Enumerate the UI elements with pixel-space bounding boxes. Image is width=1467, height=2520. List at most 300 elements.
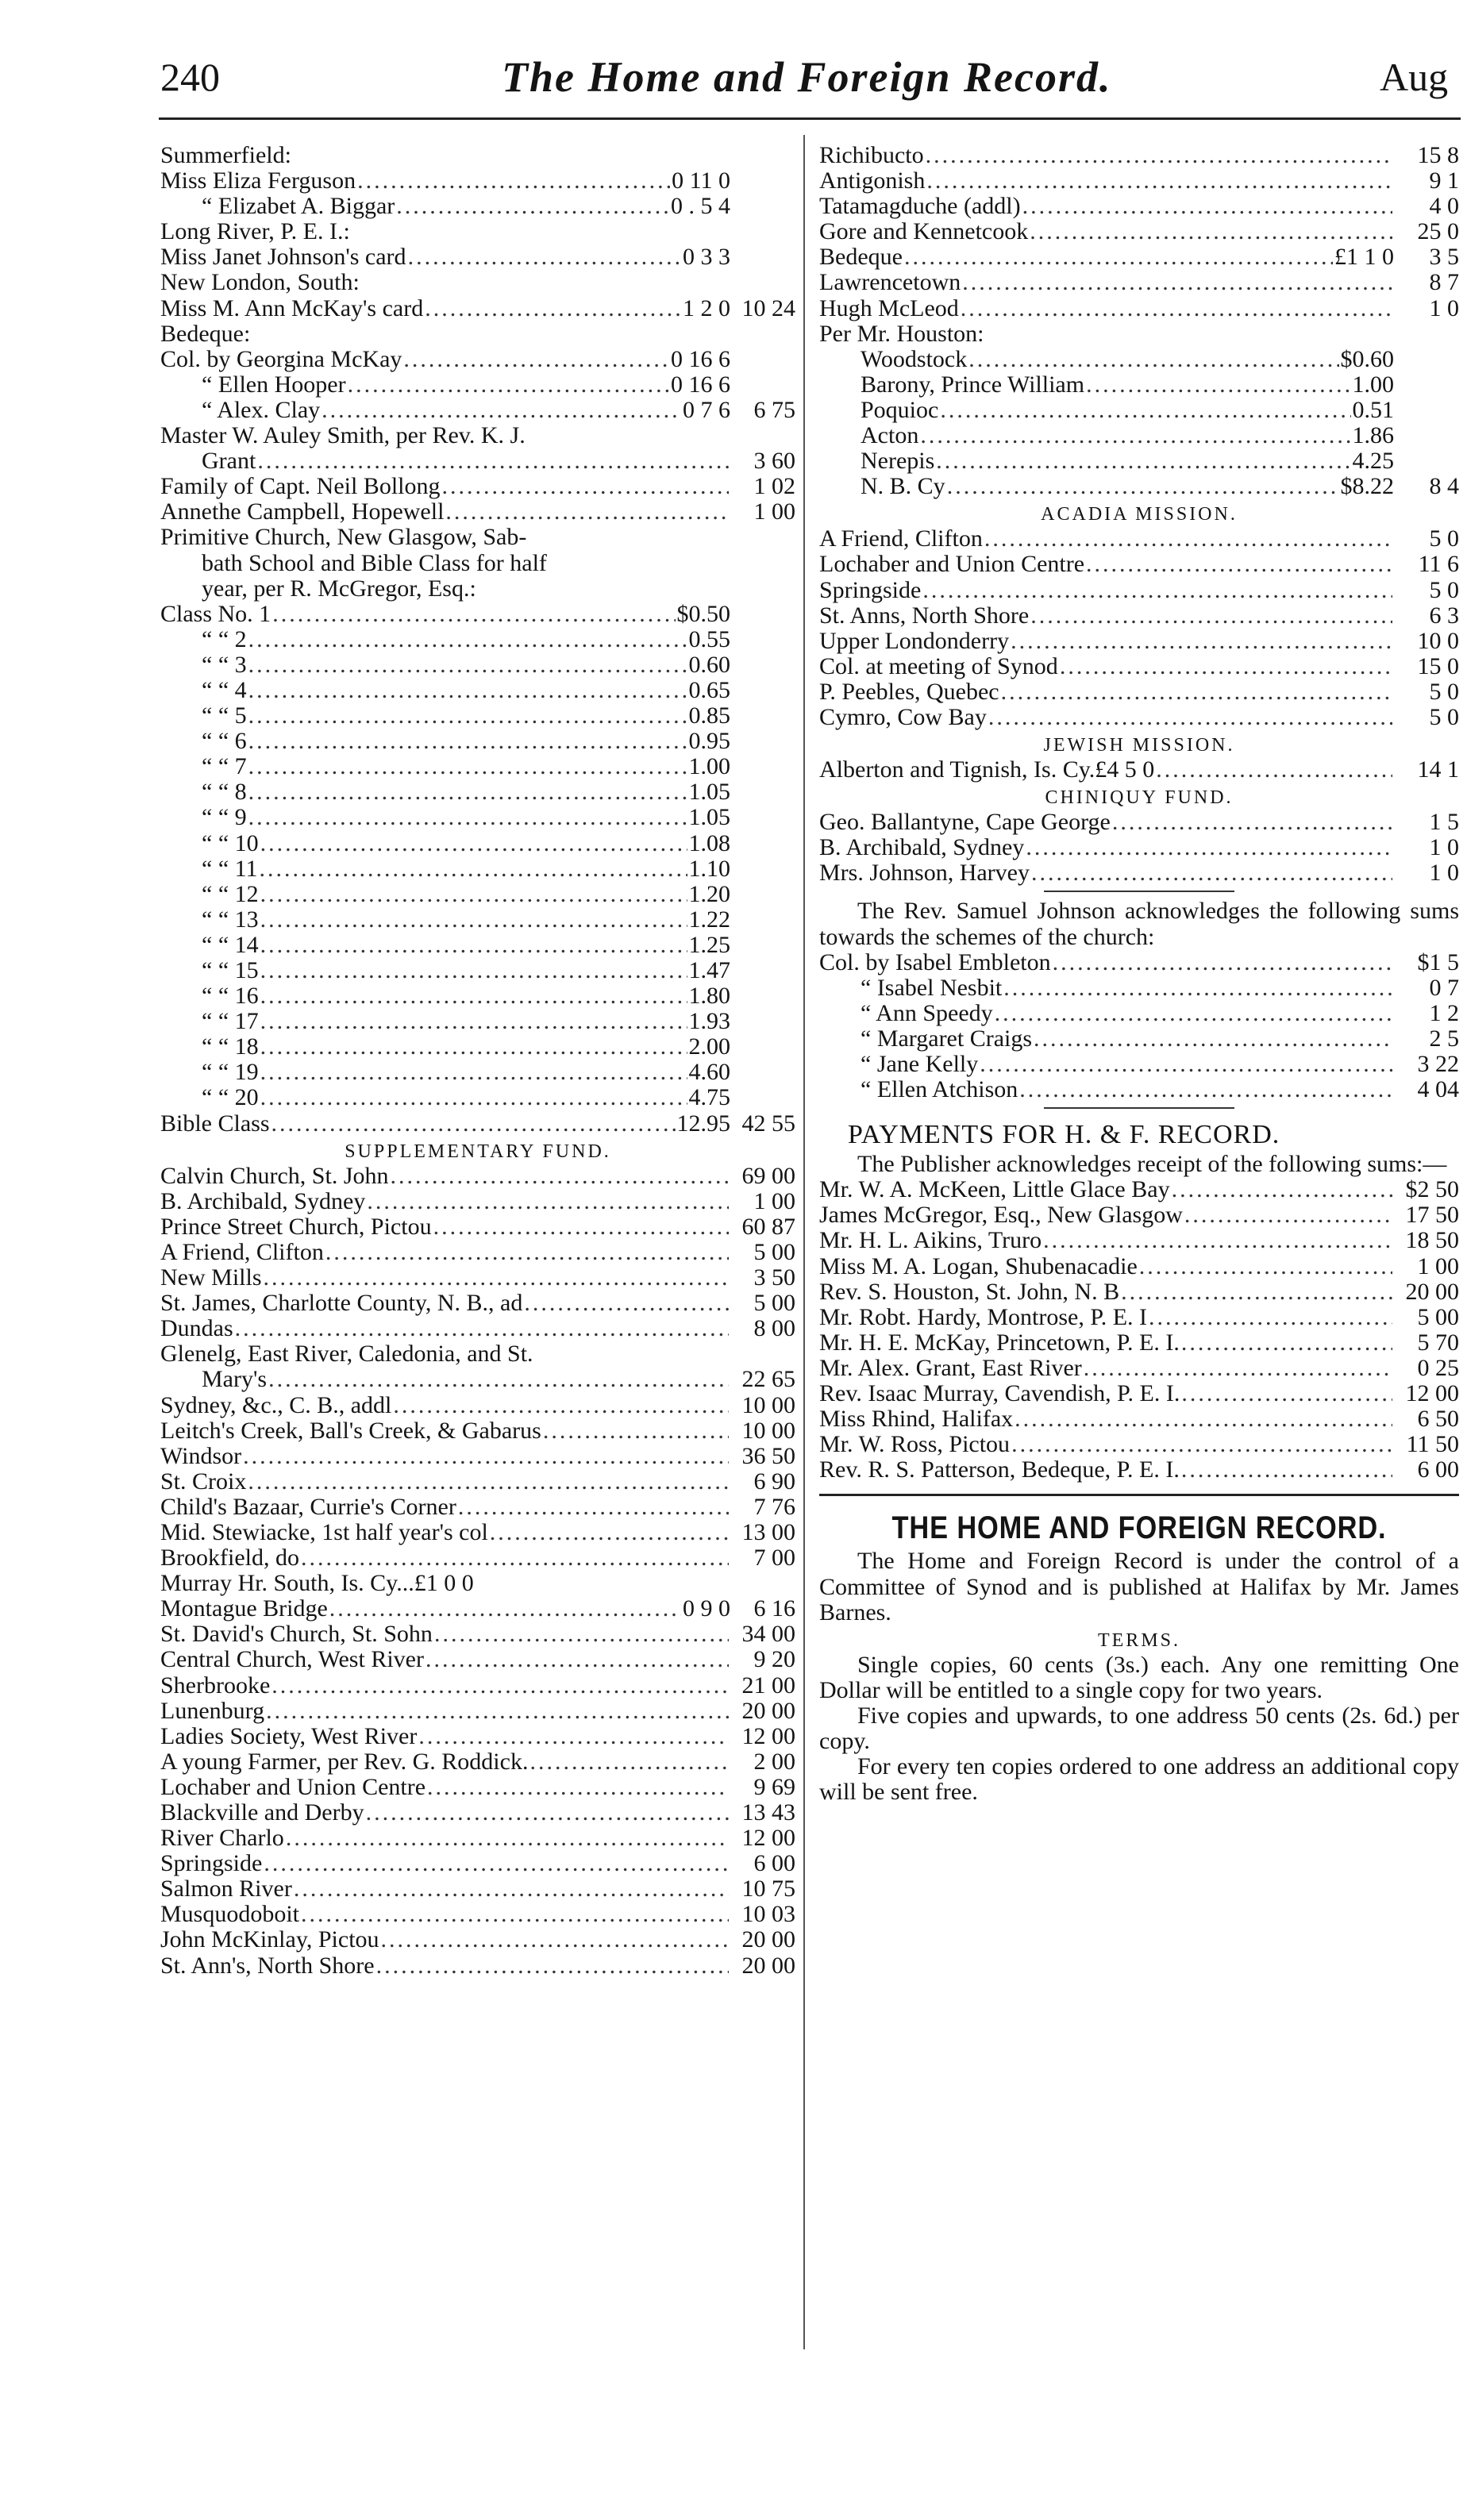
list-item bbox=[819, 1330, 1459, 1356]
item-text: Mr. Robt. Hardy, Montrose, P. E. I bbox=[819, 1303, 1148, 1330]
item-text: Glenelg, East River, Caledonia, and St. bbox=[160, 1341, 533, 1368]
item-total: 0 25 bbox=[1417, 1354, 1459, 1381]
list-item bbox=[819, 679, 1459, 705]
list-item bbox=[160, 1545, 795, 1571]
list-item bbox=[819, 975, 1459, 1001]
payments-list bbox=[819, 1177, 1459, 1483]
item-total: 10 0 bbox=[1417, 627, 1459, 654]
leader-dots bbox=[381, 1927, 729, 1953]
terms-paragraph: For every ten copies ordered to one address an additional copy will be sent free. bbox=[819, 1753, 1459, 1806]
item-total: 22 65 bbox=[741, 1366, 795, 1393]
list-item bbox=[160, 703, 795, 729]
leader-dots bbox=[366, 1800, 729, 1826]
item-text: New London, South: bbox=[160, 269, 360, 296]
leader-dots bbox=[1060, 654, 1392, 679]
item-total: 11 6 bbox=[1418, 551, 1459, 578]
item-text: “ “ 5 bbox=[202, 702, 247, 729]
leader-dots bbox=[393, 1393, 729, 1418]
leader-dots bbox=[904, 244, 1333, 270]
leader-dots bbox=[968, 347, 1338, 372]
leader-dots bbox=[260, 933, 687, 958]
item-text: “ “ 17 bbox=[202, 1008, 259, 1035]
leader-dots bbox=[1121, 1279, 1392, 1305]
item-amount: 1.10 bbox=[688, 855, 730, 882]
item-total: 10 03 bbox=[741, 1901, 795, 1928]
item-text: Dundas bbox=[160, 1315, 233, 1342]
list-item bbox=[819, 168, 1459, 194]
list-item bbox=[819, 603, 1459, 629]
list-item bbox=[819, 1381, 1459, 1406]
list-item bbox=[819, 194, 1459, 219]
leader-dots bbox=[301, 1902, 729, 1927]
leader-dots bbox=[543, 1418, 729, 1444]
item-text: Lochaber and Union Centre bbox=[160, 1773, 426, 1800]
item-total: 3 50 bbox=[753, 1264, 795, 1291]
list-item bbox=[160, 296, 795, 321]
leader-dots bbox=[376, 1953, 729, 1979]
leader-dots bbox=[1149, 1305, 1392, 1330]
item-total: 11 50 bbox=[1406, 1431, 1459, 1458]
item-total: 25 0 bbox=[1417, 218, 1459, 245]
item-amount: 4.75 bbox=[688, 1084, 730, 1111]
list-item bbox=[160, 1164, 795, 1189]
leader-dots bbox=[272, 602, 675, 627]
chiniquy-fund-heading: CHINIQUY FUND. bbox=[1045, 787, 1234, 809]
leader-dots bbox=[984, 526, 1392, 552]
item-amount: 1.05 bbox=[688, 779, 730, 806]
leader-dots bbox=[271, 1673, 729, 1699]
leader-dots bbox=[940, 398, 1350, 423]
item-total: 6 00 bbox=[753, 1850, 795, 1877]
item-text: Mr. W. Ross, Pictou bbox=[819, 1431, 1011, 1458]
item-text: Mid. Stewiacke, 1st half year's col bbox=[160, 1518, 488, 1545]
leader-dots bbox=[1156, 757, 1392, 783]
list-item bbox=[160, 983, 795, 1009]
leader-dots bbox=[260, 1085, 687, 1110]
item-amount: 1.93 bbox=[688, 1008, 730, 1035]
item-amount: £1 1 0 bbox=[1334, 244, 1394, 271]
list-item bbox=[819, 448, 1459, 474]
item-total: 21 00 bbox=[741, 1672, 795, 1699]
item-text: Miss Rhind, Halifax bbox=[819, 1406, 1014, 1433]
item-text: “ “ 6 bbox=[202, 728, 247, 755]
list-item bbox=[160, 1596, 795, 1622]
item-text: Per Mr. Houston: bbox=[819, 320, 984, 347]
item-text: “ “ 14 bbox=[202, 931, 259, 958]
list-item bbox=[160, 1673, 795, 1699]
column-divider bbox=[803, 135, 805, 2349]
item-amount: 1.47 bbox=[688, 957, 730, 983]
item-text: St. Croix bbox=[160, 1468, 247, 1495]
item-amount: 0 . 5 4 bbox=[671, 193, 730, 220]
item-text: Mr. W. A. McKeen, Little Glace Bay bbox=[819, 1176, 1170, 1203]
leader-dots bbox=[962, 270, 1392, 295]
list-item bbox=[160, 1240, 795, 1265]
item-total: 4 0 bbox=[1429, 193, 1459, 220]
leader-dots bbox=[357, 168, 670, 194]
item-total: 8 7 bbox=[1429, 269, 1459, 296]
item-text: Salmon River bbox=[160, 1876, 292, 1903]
item-total: 3 22 bbox=[1417, 1051, 1459, 1077]
item-text: St. David's Church, St. Sohn bbox=[160, 1621, 433, 1648]
leader-dots bbox=[427, 1775, 729, 1800]
item-text: Rev. Isaac Murray, Cavendish, P. E. I. bbox=[819, 1380, 1180, 1407]
item-text: Central Church, West River bbox=[160, 1646, 424, 1673]
leader-dots bbox=[926, 143, 1392, 168]
item-text: Hugh McLeod bbox=[819, 294, 959, 321]
list-item bbox=[160, 423, 795, 448]
leader-dots bbox=[1053, 950, 1392, 975]
leader-dots bbox=[1003, 975, 1392, 1001]
item-text: “ “ 9 bbox=[202, 804, 247, 831]
item-total: 1 0 bbox=[1429, 834, 1459, 861]
leader-dots bbox=[1086, 372, 1350, 398]
item-text: Annethe Campbell, Hopewell bbox=[160, 498, 445, 525]
journal-title: The Home and Foreign Record. bbox=[502, 53, 1112, 101]
list-item bbox=[819, 1406, 1459, 1432]
item-amount: 1 2 0 bbox=[683, 294, 730, 321]
item-text: Bedeque bbox=[819, 244, 903, 271]
item-text: Col. by Georgina McKay bbox=[160, 345, 402, 372]
item-total: 10 24 bbox=[741, 294, 795, 321]
leader-dots bbox=[260, 1009, 687, 1034]
list-item bbox=[160, 1418, 795, 1444]
item-text: Lawrencetown bbox=[819, 269, 961, 296]
item-amount: 0.60 bbox=[688, 651, 730, 678]
jewish-mission-heading: JEWISH MISSION. bbox=[1043, 735, 1235, 756]
item-text: St. James, Charlotte County, N. B., ad bbox=[160, 1290, 523, 1317]
item-total: 1 2 bbox=[1429, 999, 1459, 1026]
leader-dots bbox=[248, 729, 687, 754]
leader-dots bbox=[926, 168, 1392, 194]
list-item bbox=[819, 1457, 1459, 1483]
item-text: Antigonish bbox=[819, 167, 926, 194]
list-item bbox=[819, 860, 1459, 886]
item-total: 2 00 bbox=[753, 1748, 795, 1775]
leader-dots bbox=[1015, 1406, 1392, 1432]
item-text: “ “ 11 bbox=[202, 855, 258, 882]
item-amount: 4.60 bbox=[688, 1059, 730, 1086]
item-text: “ Ellen Atchison bbox=[861, 1076, 1018, 1103]
list-item bbox=[819, 810, 1459, 835]
leader-dots bbox=[408, 244, 681, 270]
list-item bbox=[160, 219, 795, 244]
item-text: Col. by Isabel Embleton bbox=[819, 948, 1051, 975]
item-amount: 1.00 bbox=[688, 753, 730, 780]
item-text: Alberton and Tignish, Is. Cy.£4 5 0 bbox=[819, 756, 1155, 783]
leader-dots bbox=[434, 1622, 729, 1647]
item-text: Rev. R. S. Patterson, Bedeque, P. E. I. bbox=[819, 1456, 1180, 1483]
item-amount: 1.80 bbox=[688, 983, 730, 1010]
item-amount: $0.60 bbox=[1340, 345, 1394, 372]
item-total: 69 00 bbox=[741, 1162, 795, 1189]
list-item bbox=[160, 907, 795, 933]
item-amount: 0 11 0 bbox=[672, 167, 730, 194]
list-item bbox=[819, 552, 1459, 577]
item-total: 5 70 bbox=[1417, 1329, 1459, 1356]
leader-dots bbox=[260, 983, 687, 1009]
item-total: 3 5 bbox=[1429, 244, 1459, 271]
list-item bbox=[819, 398, 1459, 423]
terms-heading: TERMS. bbox=[1097, 1629, 1180, 1651]
item-text: “ “ 3 bbox=[202, 651, 247, 678]
item-text: Geo. Ballantyne, Cape George bbox=[819, 809, 1111, 836]
list-item bbox=[160, 652, 795, 678]
item-text: Master W. Auley Smith, per Rev. K. J. bbox=[160, 422, 526, 449]
item-amount: 0.85 bbox=[688, 702, 730, 729]
item-text: “ “ 8 bbox=[202, 779, 247, 806]
item-total: 42 55 bbox=[741, 1110, 795, 1137]
item-total: 15 0 bbox=[1417, 652, 1459, 679]
item-text: “ Margaret Craigs bbox=[861, 1025, 1033, 1052]
item-total: 5 00 bbox=[753, 1290, 795, 1317]
list-item bbox=[160, 1953, 795, 1979]
item-total: 12 00 bbox=[741, 1825, 795, 1852]
item-text: Blackville and Derby bbox=[160, 1799, 364, 1826]
item-text: Calvin Church, St. John bbox=[160, 1162, 389, 1189]
leader-dots bbox=[1011, 629, 1392, 654]
list-item bbox=[160, 1367, 795, 1392]
item-text: Long River, P. E. I.: bbox=[160, 218, 350, 245]
item-total: 12 00 bbox=[741, 1722, 795, 1749]
leader-dots bbox=[442, 474, 730, 499]
item-text: Upper Londonderry bbox=[819, 627, 1010, 654]
leader-dots bbox=[1034, 1026, 1392, 1052]
item-total: 13 00 bbox=[741, 1518, 795, 1545]
list-item bbox=[160, 1571, 795, 1596]
list-item bbox=[160, 270, 795, 295]
item-total: 5 0 bbox=[1429, 703, 1459, 730]
item-text: Nerepis bbox=[861, 448, 935, 475]
item-total: 20 00 bbox=[741, 1926, 795, 1953]
item-text: Mrs. Johnson, Harvey bbox=[819, 860, 1030, 887]
item-text: “ Alex. Clay bbox=[202, 396, 321, 423]
list-item bbox=[819, 270, 1459, 295]
item-total: 15 8 bbox=[1417, 142, 1459, 168]
list-item bbox=[819, 372, 1459, 398]
item-text: bath School and Bible Class for half bbox=[202, 549, 547, 576]
section-rule bbox=[1044, 1107, 1234, 1109]
item-text: James McGregor, Esq., New Glasgow bbox=[819, 1202, 1183, 1229]
list-item bbox=[160, 1902, 795, 1927]
leader-dots bbox=[961, 296, 1392, 321]
section-rule bbox=[1044, 891, 1234, 892]
item-text: Richibucto bbox=[819, 142, 924, 168]
item-text: “ “ 10 bbox=[202, 829, 259, 856]
item-text: Musquodoboit bbox=[160, 1901, 300, 1928]
item-amount: 0.65 bbox=[688, 676, 730, 703]
item-text: B. Archibald, Sydney bbox=[160, 1187, 366, 1214]
item-total: 20 00 bbox=[741, 1697, 795, 1724]
item-text: Mr. Alex. Grant, East River bbox=[819, 1354, 1082, 1381]
item-total: 6 00 bbox=[1417, 1456, 1459, 1483]
item-total: 1 0 bbox=[1429, 860, 1459, 887]
list-item bbox=[160, 1749, 795, 1775]
item-total: 6 90 bbox=[753, 1468, 795, 1495]
list-item bbox=[160, 576, 795, 602]
jewish-mission-list bbox=[819, 757, 1459, 783]
item-total: 60 87 bbox=[741, 1213, 795, 1240]
list-item bbox=[160, 1214, 795, 1240]
item-total: 1 00 bbox=[753, 1187, 795, 1214]
item-text: Class No. 1 bbox=[160, 600, 271, 627]
supplementary-fund-heading: SUPPLEMENTARY FUND. bbox=[345, 1141, 611, 1162]
item-amount: 12.95 bbox=[676, 1110, 730, 1137]
leader-dots bbox=[248, 805, 687, 830]
leader-dots bbox=[1086, 552, 1392, 577]
item-text: Prince Street Church, Pictou bbox=[160, 1213, 432, 1240]
list-item bbox=[160, 372, 795, 398]
item-total: 9 1 bbox=[1429, 167, 1459, 194]
item-total: 20 00 bbox=[1405, 1278, 1459, 1305]
list-item bbox=[160, 1444, 795, 1469]
leader-dots bbox=[1030, 219, 1392, 244]
list-item bbox=[160, 448, 795, 474]
list-item bbox=[819, 321, 1459, 347]
item-total: 4 04 bbox=[1417, 1076, 1459, 1103]
item-amount: 1.22 bbox=[688, 906, 730, 933]
list-item bbox=[160, 1647, 795, 1672]
leader-dots bbox=[260, 882, 687, 907]
item-total: 8 00 bbox=[753, 1315, 795, 1342]
leader-dots bbox=[260, 1034, 687, 1060]
list-item bbox=[160, 194, 795, 219]
leader-dots bbox=[1043, 1228, 1392, 1253]
item-text: Grant bbox=[202, 448, 256, 475]
item-total: 34 00 bbox=[741, 1621, 795, 1648]
list-item bbox=[160, 499, 795, 525]
item-text: N. B. Cy bbox=[861, 473, 945, 500]
item-total: 5 0 bbox=[1429, 678, 1459, 705]
item-total: 1 0 bbox=[1429, 294, 1459, 321]
item-text: Lunenburg bbox=[160, 1697, 265, 1724]
leader-dots bbox=[1181, 1330, 1392, 1356]
list-item bbox=[819, 347, 1459, 372]
leader-dots bbox=[264, 1851, 729, 1876]
item-text: “ Ellen Hooper bbox=[202, 371, 346, 398]
list-item bbox=[819, 1177, 1459, 1202]
item-amount: 1.86 bbox=[1352, 422, 1394, 449]
item-amount: 0 7 6 bbox=[683, 396, 730, 423]
list-item bbox=[160, 958, 795, 983]
leader-dots bbox=[260, 907, 687, 933]
record-heading: THE HOME AND FOREIGN RECORD. bbox=[891, 1510, 1387, 1546]
item-amount: 4.25 bbox=[1352, 448, 1394, 475]
list-item bbox=[160, 831, 795, 856]
item-total: $2 50 bbox=[1405, 1176, 1459, 1203]
item-total: 8 4 bbox=[1429, 473, 1459, 500]
list-item bbox=[160, 244, 795, 270]
leader-dots bbox=[1022, 194, 1392, 219]
item-total: 3 60 bbox=[753, 448, 795, 475]
leader-dots bbox=[248, 703, 687, 729]
list-item bbox=[819, 1001, 1459, 1026]
johnson-list bbox=[819, 950, 1459, 1103]
list-item bbox=[160, 1393, 795, 1418]
leader-dots bbox=[1026, 835, 1392, 860]
list-item bbox=[160, 1927, 795, 1953]
item-total: $1 5 bbox=[1417, 948, 1459, 975]
list-item bbox=[160, 1469, 795, 1495]
leader-dots bbox=[1181, 1381, 1392, 1406]
list-item bbox=[160, 1316, 795, 1341]
item-text: Mr. H. E. McKay, Princetown, P. E. I. bbox=[819, 1329, 1180, 1356]
item-total: 6 50 bbox=[1417, 1406, 1459, 1433]
item-text: “ “ 15 bbox=[202, 957, 259, 983]
leader-dots bbox=[325, 1240, 729, 1265]
item-text: B. Archibald, Sydney bbox=[819, 834, 1025, 861]
item-text: “ “ 13 bbox=[202, 906, 259, 933]
item-amount: $8.22 bbox=[1340, 473, 1394, 500]
leader-dots bbox=[1172, 1177, 1392, 1202]
payments-paragraph: The Publisher acknowledges receipt of the following sums:— bbox=[857, 1151, 1447, 1178]
item-text: Windsor bbox=[160, 1442, 242, 1469]
item-text: Bedeque: bbox=[160, 320, 251, 347]
item-total: 7 00 bbox=[753, 1545, 795, 1572]
list-item bbox=[160, 1291, 795, 1316]
item-text: Mary's bbox=[202, 1366, 268, 1393]
leader-dots bbox=[1001, 679, 1392, 705]
item-text: New Mills bbox=[160, 1264, 262, 1291]
list-item bbox=[819, 578, 1459, 603]
list-item bbox=[819, 1305, 1459, 1330]
item-total: 36 50 bbox=[741, 1442, 795, 1469]
right-column bbox=[819, 143, 1459, 1805]
item-text: Cymro, Cow Bay bbox=[819, 703, 987, 730]
leader-dots bbox=[947, 474, 1339, 499]
list-item bbox=[819, 143, 1459, 168]
item-text: “ Ann Speedy bbox=[861, 999, 993, 1026]
item-total: 5 0 bbox=[1429, 576, 1459, 603]
leader-dots bbox=[260, 958, 687, 983]
list-item bbox=[819, 1228, 1459, 1253]
item-text: Summerfield: bbox=[160, 142, 291, 168]
list-item bbox=[819, 1202, 1459, 1228]
item-total: 10 00 bbox=[741, 1391, 795, 1418]
item-amount: 0 16 6 bbox=[671, 345, 730, 372]
page-number: 240 bbox=[160, 55, 220, 99]
leader-dots bbox=[425, 1647, 729, 1672]
item-text: Lochaber and Union Centre bbox=[819, 551, 1085, 578]
leader-dots bbox=[348, 372, 669, 398]
list-item bbox=[819, 1052, 1459, 1077]
item-total: 1 5 bbox=[1429, 809, 1459, 836]
leader-dots bbox=[286, 1826, 729, 1851]
item-amount: 1.20 bbox=[688, 880, 730, 907]
item-text: Ladies Society, West River bbox=[160, 1722, 418, 1749]
item-text: Miss M. A. Logan, Shubenacadie bbox=[819, 1252, 1138, 1279]
list-item bbox=[160, 168, 795, 194]
leader-dots bbox=[458, 1495, 729, 1520]
payments-heading: PAYMENTS FOR H. & F. RECORD. bbox=[848, 1120, 1280, 1150]
item-text: “ Isabel Nesbit bbox=[861, 974, 1003, 1001]
list-item bbox=[160, 856, 795, 882]
item-total: 9 20 bbox=[753, 1646, 795, 1673]
leader-dots bbox=[445, 499, 729, 525]
list-item bbox=[819, 219, 1459, 244]
item-total: 6 16 bbox=[753, 1595, 795, 1622]
list-item bbox=[160, 525, 795, 550]
leader-dots bbox=[529, 1749, 729, 1775]
list-item bbox=[160, 729, 795, 754]
item-amount: 2.00 bbox=[688, 1033, 730, 1060]
list-item bbox=[160, 779, 795, 805]
leader-dots bbox=[248, 627, 687, 652]
item-text: Barony, Prince William bbox=[861, 371, 1085, 398]
leader-dots bbox=[922, 578, 1392, 603]
list-item bbox=[160, 1724, 795, 1749]
list-item bbox=[160, 602, 795, 627]
